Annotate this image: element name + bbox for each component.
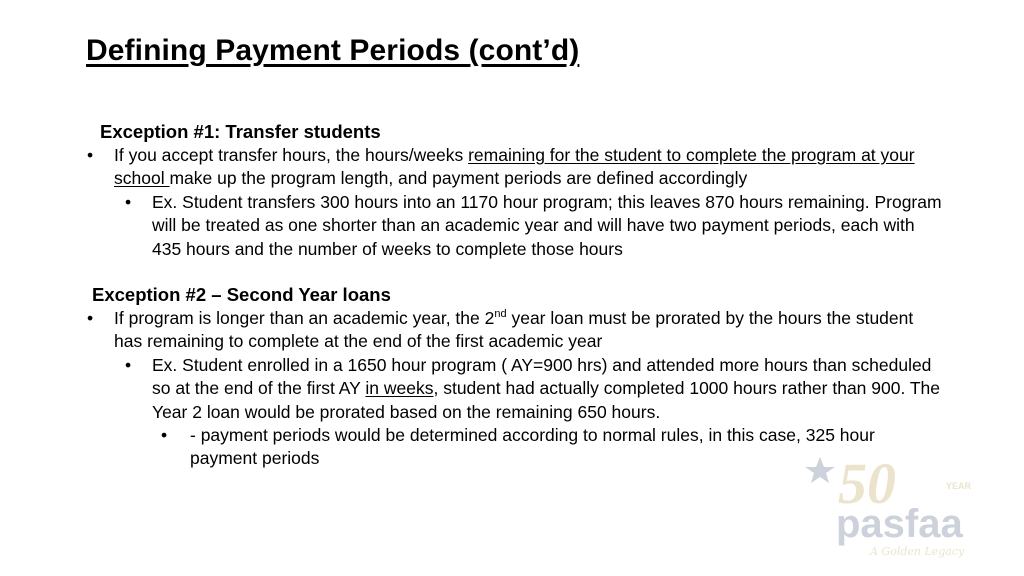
bullet-marker: •: [125, 191, 132, 212]
exception-1-bullet: [87, 144, 944, 191]
logo-tagline: A Golden Legacy: [870, 545, 965, 558]
exception-2-text-pre: If program is longer than an academic year, the 2: [114, 308, 495, 329]
star-icon: [805, 457, 835, 483]
exception-2-example-pre: Ex. Student enrolled in a 1650 hour program ( AY=900 hrs) and attended more hours than scheduled so at the end of the first AY: [152, 354, 932, 399]
exception-2-example-post: , student had actually completed 1000 hours rather than 900. The Year 2 loan would be prorated based on the remaining 650 hours.: [152, 378, 941, 422]
exception-2-text-post: year loan must be prorated by the hours the student has remaining to complete at the end of the first academic year: [114, 308, 914, 352]
exception-2-bullet: [87, 307, 944, 354]
bullet-marker: •: [161, 425, 168, 446]
bullet-marker: •: [125, 354, 132, 375]
exception-1-example-text: Ex. Student transfers 300 hours into an 1170 hour program; this leaves 870 hours remaining. Program will be treated as one shorter than an academic year and will have two payment periods, each with 435 hours and the number of weeks to complete those hours: [152, 191, 942, 259]
logo-name: pasfaa: [836, 502, 963, 546]
ordinal-superscript: nd: [494, 308, 507, 321]
exception-2-underlined-text: in weeks: [365, 378, 434, 399]
exception-1-example: [125, 191, 942, 261]
logo-year-label: YEAR: [946, 481, 972, 491]
bullet-marker: •: [87, 308, 94, 329]
exception-2-heading: Exception #2 – Second Year loans: [92, 284, 391, 306]
exception-1-underlined-text: remaining for the student to complete the program at your school: [114, 145, 915, 189]
slide-title: Defining Payment Periods (cont’d): [86, 34, 580, 67]
exception-2-example: [125, 354, 942, 424]
exception-1-text-pre: If you accept transfer hours, the hours/weeks: [114, 145, 469, 165]
exception-2-sub-example-text: - payment periods would be determined according to normal rules, in this case, 325 hour payment periods: [190, 425, 875, 469]
pasfaa-logo: [800, 445, 1000, 570]
exception-1-heading: Exception #1: Transfer students: [100, 121, 381, 142]
slide-content: [0, 120, 1024, 471]
logo-number: 50: [838, 451, 896, 516]
bullet-marker: •: [87, 145, 94, 165]
exception-1-text-post: make up the program length, and payment periods are defined accordingly: [169, 168, 748, 189]
